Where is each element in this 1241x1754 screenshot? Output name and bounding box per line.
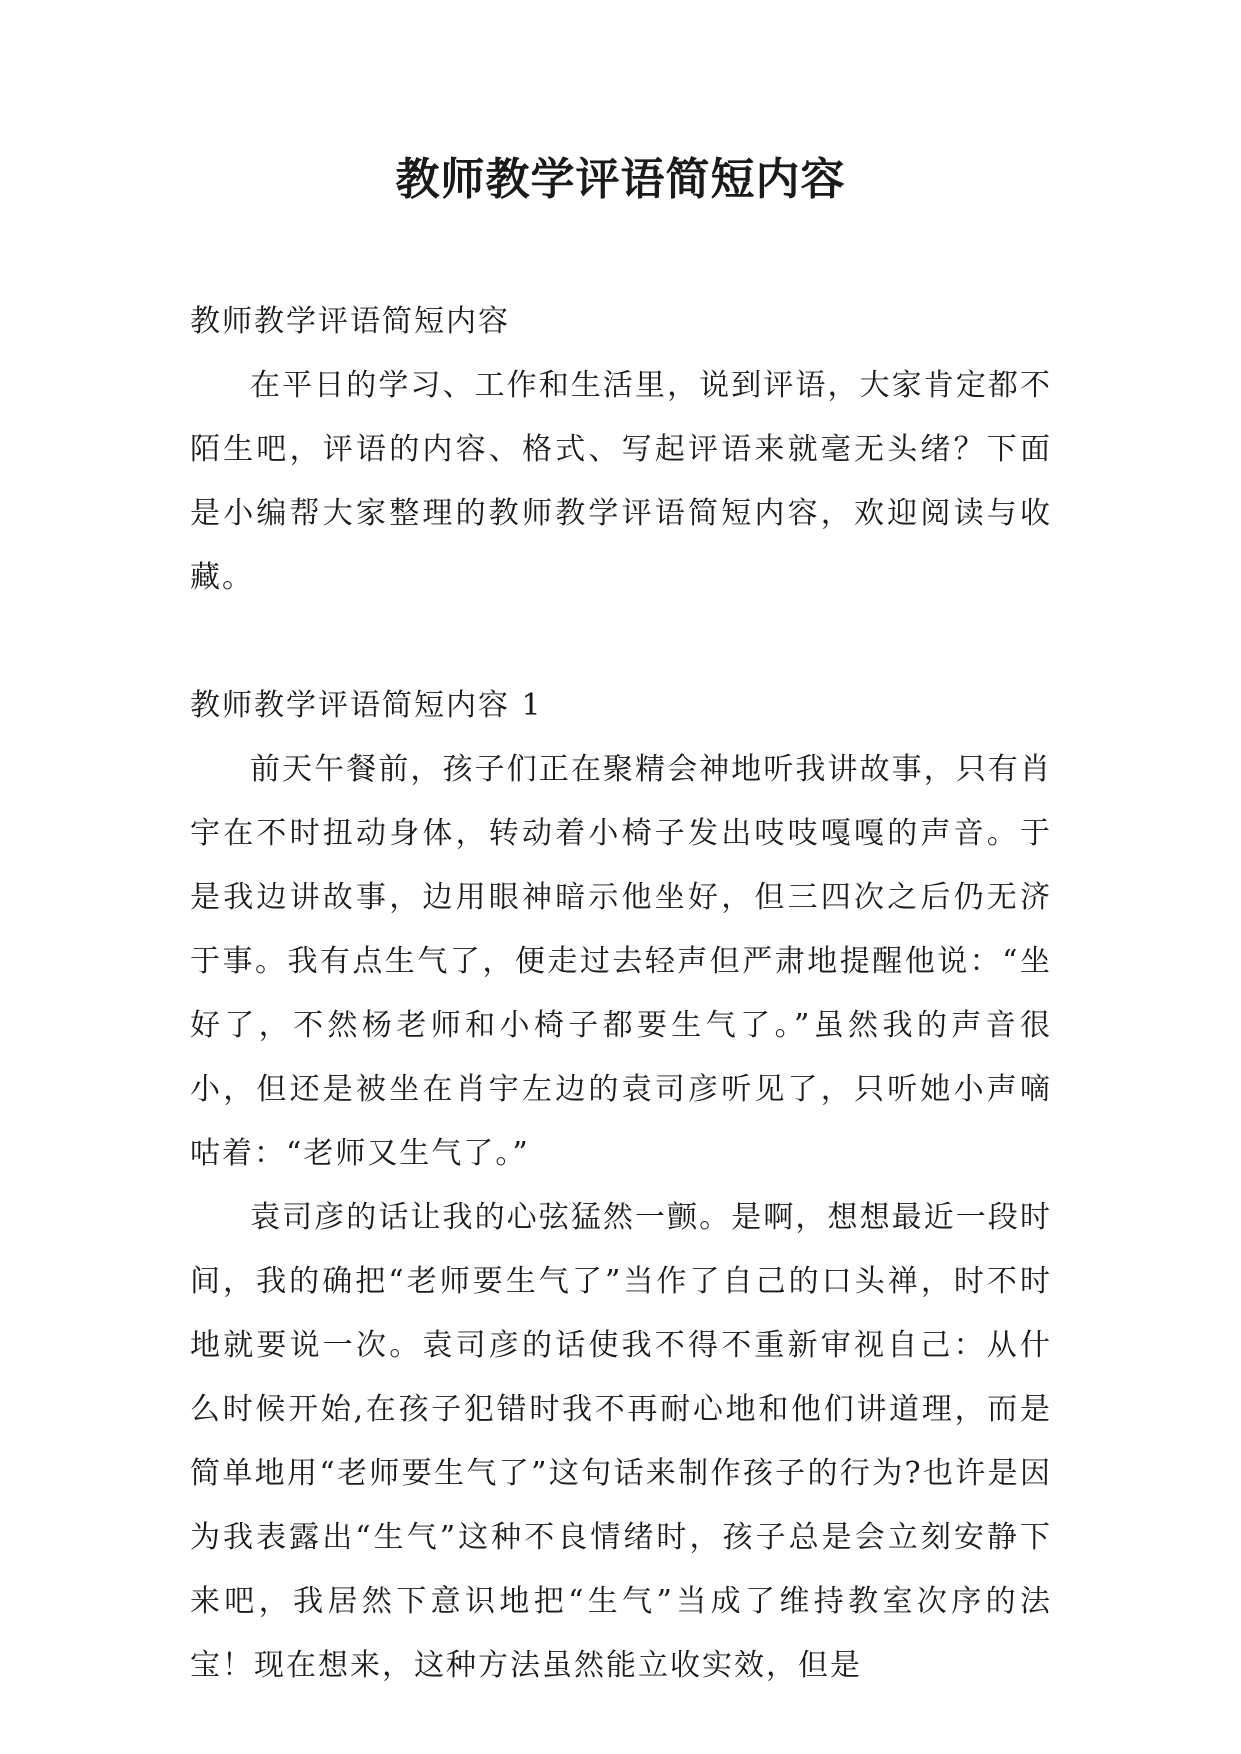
intro-paragraph: 在平日的学习、工作和生活里，说到评语，大家肯定都不陌生吧，评语的内容、格式、写起评语来就毫无头绪？下面是小编帮大家整理的教师教学评语简短内容，欢迎阅读与收藏。	[190, 368, 1052, 595]
document-body	[190, 290, 1052, 1698]
section-paragraph: 袁司彦的话让我的心弦猛然一颤。是啊，想想最近一段时间，我的确把“老师要生气了”当作了自己的口头禅，时不时地就要说一次。袁司彦的话使我不得不重新审视自己：从什么时候开始,在孩子犯错时我不再耐心地和他们讲道理，而是简单地用“老师要生气了”这句话来制作孩子的行为?也许是因为我表露出“生气”这种不良情绪时，孩子总是会立刻安静下来吧，我居然下意识地把“生气”当成了维持教室次序的法宝！现在想来，这种方法虽然能立收实效，但是	[190, 1200, 1052, 1683]
section-paragraph: 前天午餐前，孩子们正在聚精会神地听我讲故事，只有肖宇在不时扭动身体，转动着小椅子发出吱吱嘎嘎的声音。于是我边讲故事，边用眼神暗示他坐好，但三四次之后仍无济于事。我有点生气了，便走过去轻声但严肃地提醒他说：“坐好了，不然杨老师和小椅子都要生气了。”虽然我的声音很小，但还是被坐在肖宇左边的袁司彦听见了，只听她小声嘀咕着：“老师又生气了。”	[190, 752, 1052, 1171]
section-spacer	[190, 610, 1052, 674]
section-heading: 教师教学评语简短内容 1	[190, 688, 543, 723]
intro-heading: 教师教学评语简短内容	[190, 304, 510, 339]
document-title: 教师教学评语简短内容	[395, 154, 846, 205]
